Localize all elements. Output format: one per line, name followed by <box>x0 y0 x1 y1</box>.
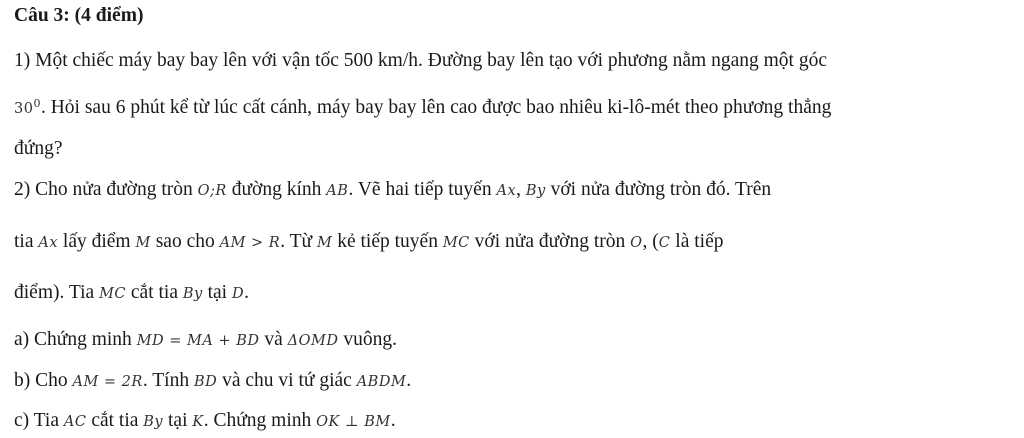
part1-line1: 1) Một chiếc máy bay bay lên với vận tốc 500 km/h. Đường bay lên tạo với phương nằm ngang một góc <box>14 50 827 71</box>
part1-line2 <box>14 92 831 121</box>
part2-line1: 2) Cho nửa đường tròn O;R đường kính AB. Vẽ hai tiếp tuyến Ax, By với nửa đường tròn đó. Trên <box>14 179 772 200</box>
subquestion-b: b) Cho AM = 2R. Tính BD và chu vi tứ giác ABDM. <box>14 370 412 391</box>
part1-line2-text: . Hỏi sau 6 phút kể từ lúc cất cánh, máy bay bay lên cao được bao nhiêu ki-lô-mét theo phương thẳng <box>40 96 832 118</box>
part2-line3: điểm). Tia MC cắt tia By tại D. <box>14 282 249 303</box>
part1-line3: đứng? <box>14 138 63 159</box>
subquestion-c: c) Tia AC cắt tia By tại K. Chứng minh OK ⊥ BM. <box>14 410 396 431</box>
question-title: Câu 3: (4 điểm) <box>14 5 144 26</box>
part2-line2: tia Ax lấy điểm M sao cho AM > R. Từ M kẻ tiếp tuyến MC với nửa đường tròn O, (C là tiếp <box>14 231 724 252</box>
subquestion-a: a) Chứng minh MD = MA + BD và ΔOMD vuông. <box>14 329 397 350</box>
angle-value: $30^0$ <box>14 97 41 117</box>
